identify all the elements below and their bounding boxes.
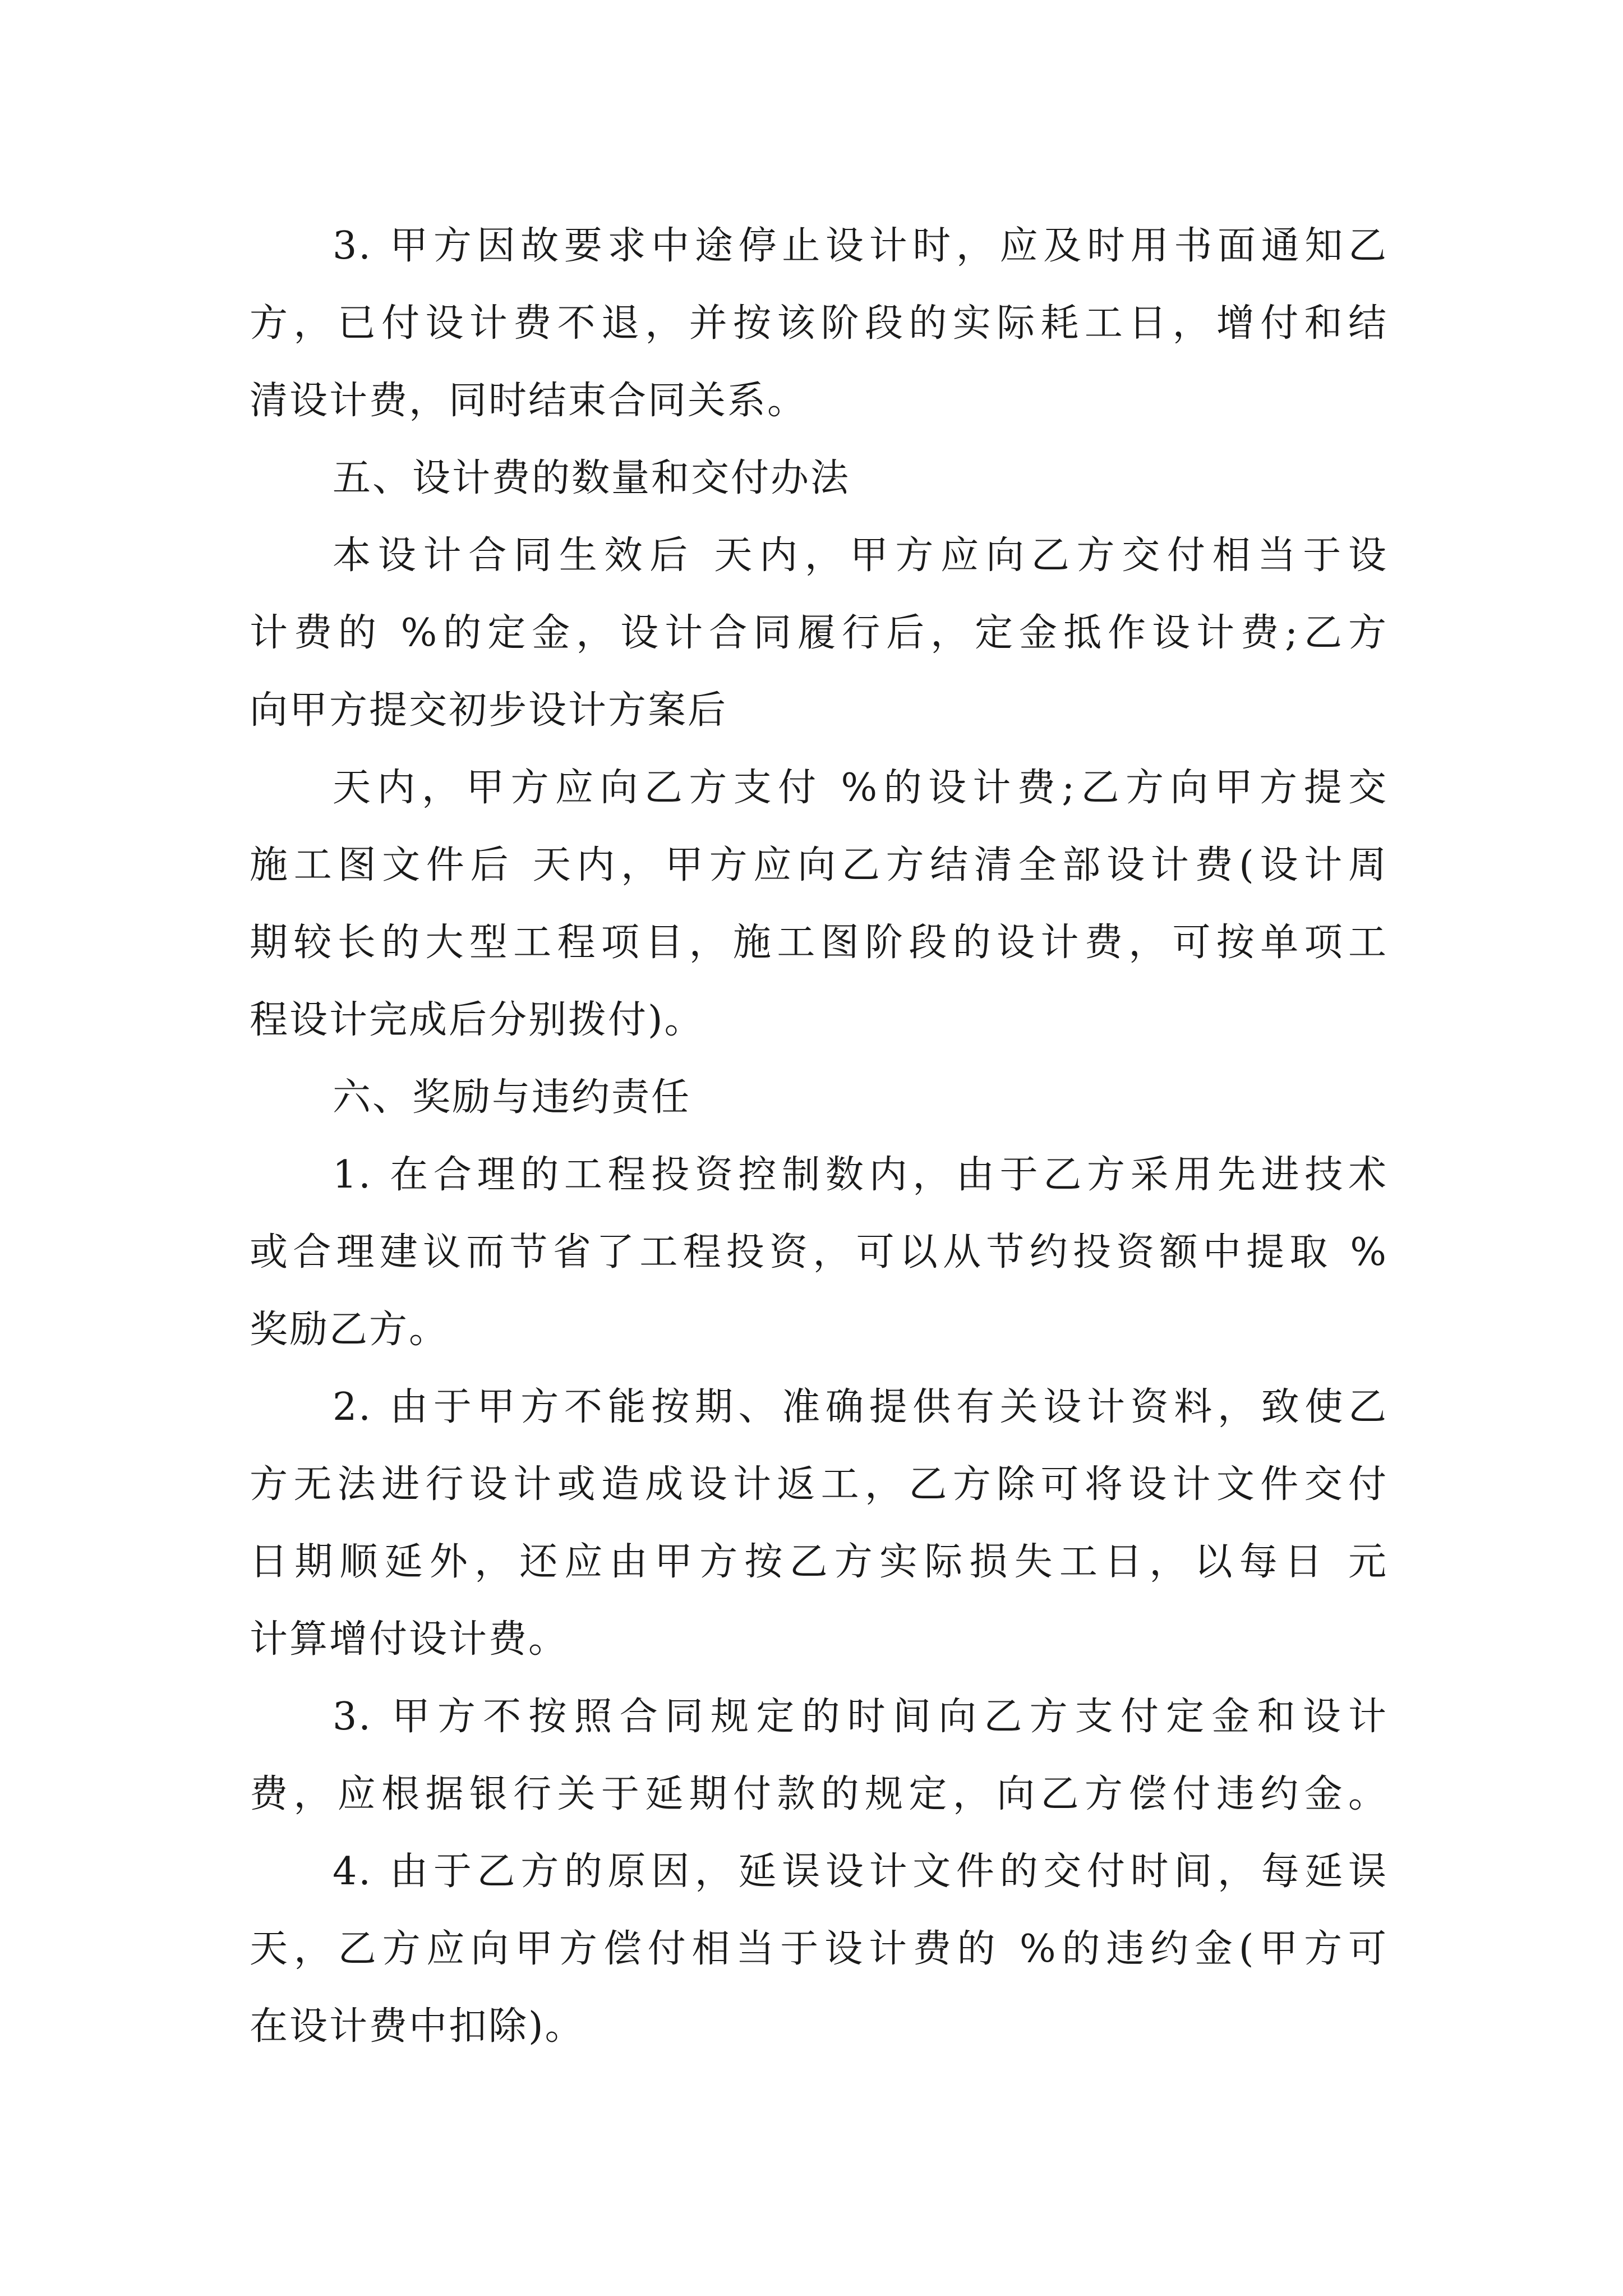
document-body [250, 208, 1388, 2065]
text-line: 计算增付设计费。 [250, 1617, 569, 1662]
text-line: 程设计完成后分别拨付)。 [250, 998, 704, 1042]
text-line: 施工图文件后 天内，甲方应向乙方结清全部设计费(设计周 [250, 843, 1388, 887]
text-line: 1. 在合理的工程投资控制数内，由于乙方采用先进技术 [333, 1153, 1388, 1197]
text-line: 4. 由于乙方的原因，延误设计文件的交付时间，每延误 [333, 1849, 1388, 1894]
text-line: 本设计合同生效后 天内，甲方应向乙方交付相当于设 [333, 533, 1388, 578]
text-line: 在设计费中扣除)。 [250, 2004, 585, 2049]
text-line: 天，乙方应向甲方偿付相当于设计费的 %的违约金(甲方可 [250, 1927, 1388, 1971]
text-line: 计费的 %的定金，设计合同履行后，定金抵作设计费;乙方 [250, 611, 1388, 655]
text-line: 或合理建议而节省了工程投资，可以从节约投资额中提取 % [250, 1230, 1388, 1274]
text-line: 3. 甲方不按照合同规定的时间向乙方支付定金和设计 [333, 1695, 1388, 1739]
text-line: 方，已付设计费不退，并按该阶段的实际耗工日，增付和结 [250, 301, 1388, 346]
text-line: 3. 甲方因故要求中途停止设计时，应及时用书面通知乙 [333, 224, 1388, 268]
text-line: 日期顺延外，还应由甲方按乙方实际损失工日，以每日 元 [250, 1540, 1388, 1584]
text-line: 2. 由于甲方不能按期、准确提供有关设计资料，致使乙 [333, 1385, 1388, 1429]
text-line: 费，应根据银行关于延期付款的规定，向乙方偿付违约金。 [250, 1772, 1388, 1816]
text-line: 清设计费，同时结束合同关系。 [250, 379, 808, 423]
text-line: 奖励乙方。 [250, 1308, 449, 1352]
section-heading: 六、奖励与违约责任 [333, 1075, 691, 1120]
section-heading: 五、设计费的数量和交付办法 [333, 456, 851, 500]
text-line: 向甲方提交初步设计方案后 [250, 688, 728, 733]
text-line: 天内，甲方应向乙方支付 %的设计费;乙方向甲方提交 [333, 766, 1388, 810]
text-line: 方无法进行设计或造成设计返工，乙方除可将设计文件交付 [250, 1462, 1388, 1507]
text-line: 期较长的大型工程项目，施工图阶段的设计费，可按单项工 [250, 921, 1388, 965]
